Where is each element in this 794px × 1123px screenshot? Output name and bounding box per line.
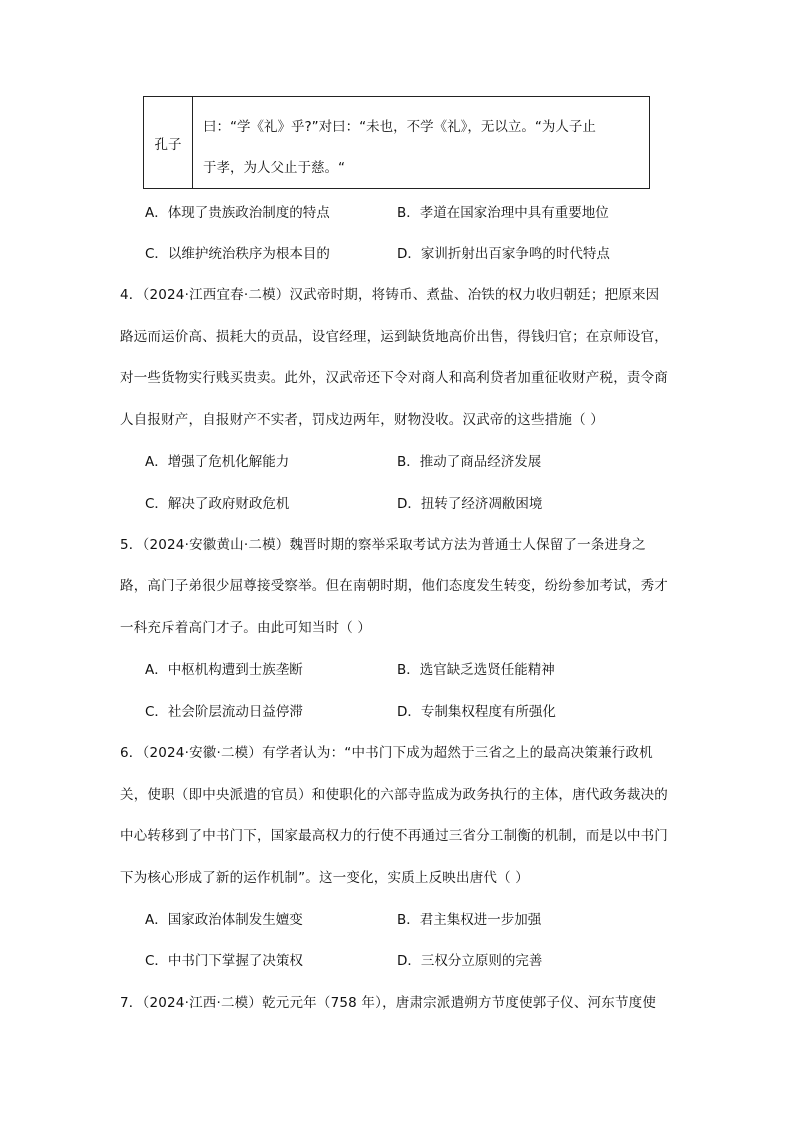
- option-b: B．孝道在国家治理中具有重要地位: [397, 205, 609, 221]
- option-b: B．选官缺乏选贤任能精神: [397, 662, 555, 678]
- question-line: 5．（2024·安徽黄山·二模）魏晋时期的察举采取考试方法为普通士人保留了一条进身之: [120, 537, 646, 553]
- quote-table: [143, 96, 650, 189]
- option-b: B．推动了商品经济发展: [397, 454, 542, 470]
- question-line: 中心转移到了中书门下，国家最高权力的行使不再通过三省分工制衡的机制，而是以中书门: [120, 828, 668, 844]
- question-line: 对一些货物实行贱买贵卖。此外，汉武帝还下令对商人和高利贷者加重征收财产税，责令商: [120, 370, 668, 386]
- option-d: D．三权分立原则的完善: [397, 953, 543, 969]
- question-line: 下为核心形成了新的运作机制”。这一变化，实质上反映出唐代（ ）: [120, 870, 529, 886]
- option-d: D．专制集权程度有所强化: [397, 704, 556, 720]
- quote-line: 曰：“学《礼》乎?”对曰：“未也，不学《礼》，无以立。“为人子止: [203, 119, 596, 135]
- quote-line: 于孝，为人父止于慈。“: [203, 160, 345, 176]
- question-line: 人自报财产，自报财产不实者，罚戍边两年，财物没收。汉武帝的这些措施（ ）: [120, 412, 604, 428]
- option-d: D．家训折射出百家争鸣的时代特点: [397, 246, 610, 262]
- question-line: 7．（2024·江西·二模）乾元元年（758 年），唐肃宗派遣朔方节度使郭子仪、河东节度使: [120, 995, 657, 1011]
- option-b: B．君主集权进一步加强: [397, 912, 542, 928]
- question-line: 6．（2024·安徽·二模）有学者认为：“中书门下成为超然于三省之上的最高决策兼行政机: [120, 745, 653, 761]
- question-line: 路远而运价高、损耗大的贡品，设官经理，运到缺货地高价出售，得钱归官；在京师设官，: [120, 329, 668, 345]
- option-c: C．以维护统治秩序为根本目的: [145, 246, 330, 262]
- question-line: 路，高门子弟很少屈尊接受察举。但在南朝时期，他们态度发生转变，纷纷参加考试，秀才: [120, 578, 668, 594]
- option-c: C．解决了政府财政危机: [145, 496, 290, 512]
- option-a: A．增强了危机化解能力: [145, 454, 290, 470]
- option-c: C．社会阶层流动日益停滞: [145, 704, 303, 720]
- option-a: A．国家政治体制发生嬗变: [145, 912, 303, 928]
- option-a: A．体现了贵族政治制度的特点: [145, 205, 330, 221]
- question-line: 一科充斥着高门才子。由此可知当时（ ）: [120, 620, 372, 636]
- quote-cell: [193, 97, 649, 188]
- option-a: A．中枢机构遭到士族垄断: [145, 662, 303, 678]
- option-c: C．中书门下掌握了决策权: [145, 953, 303, 969]
- question-line: 4．（2024·江西宜春·二模）汉武帝时期，将铸币、煮盐、冶铁的权力收归朝廷；把原来因: [120, 287, 660, 303]
- speaker-cell: 孔子: [144, 97, 193, 188]
- question-line: 关，使职（即中央派遣的官员）和使职化的六部寺监成为政务执行的主体，唐代政务裁决的: [120, 787, 668, 803]
- option-d: D．扭转了经济凋敝困境: [397, 496, 543, 512]
